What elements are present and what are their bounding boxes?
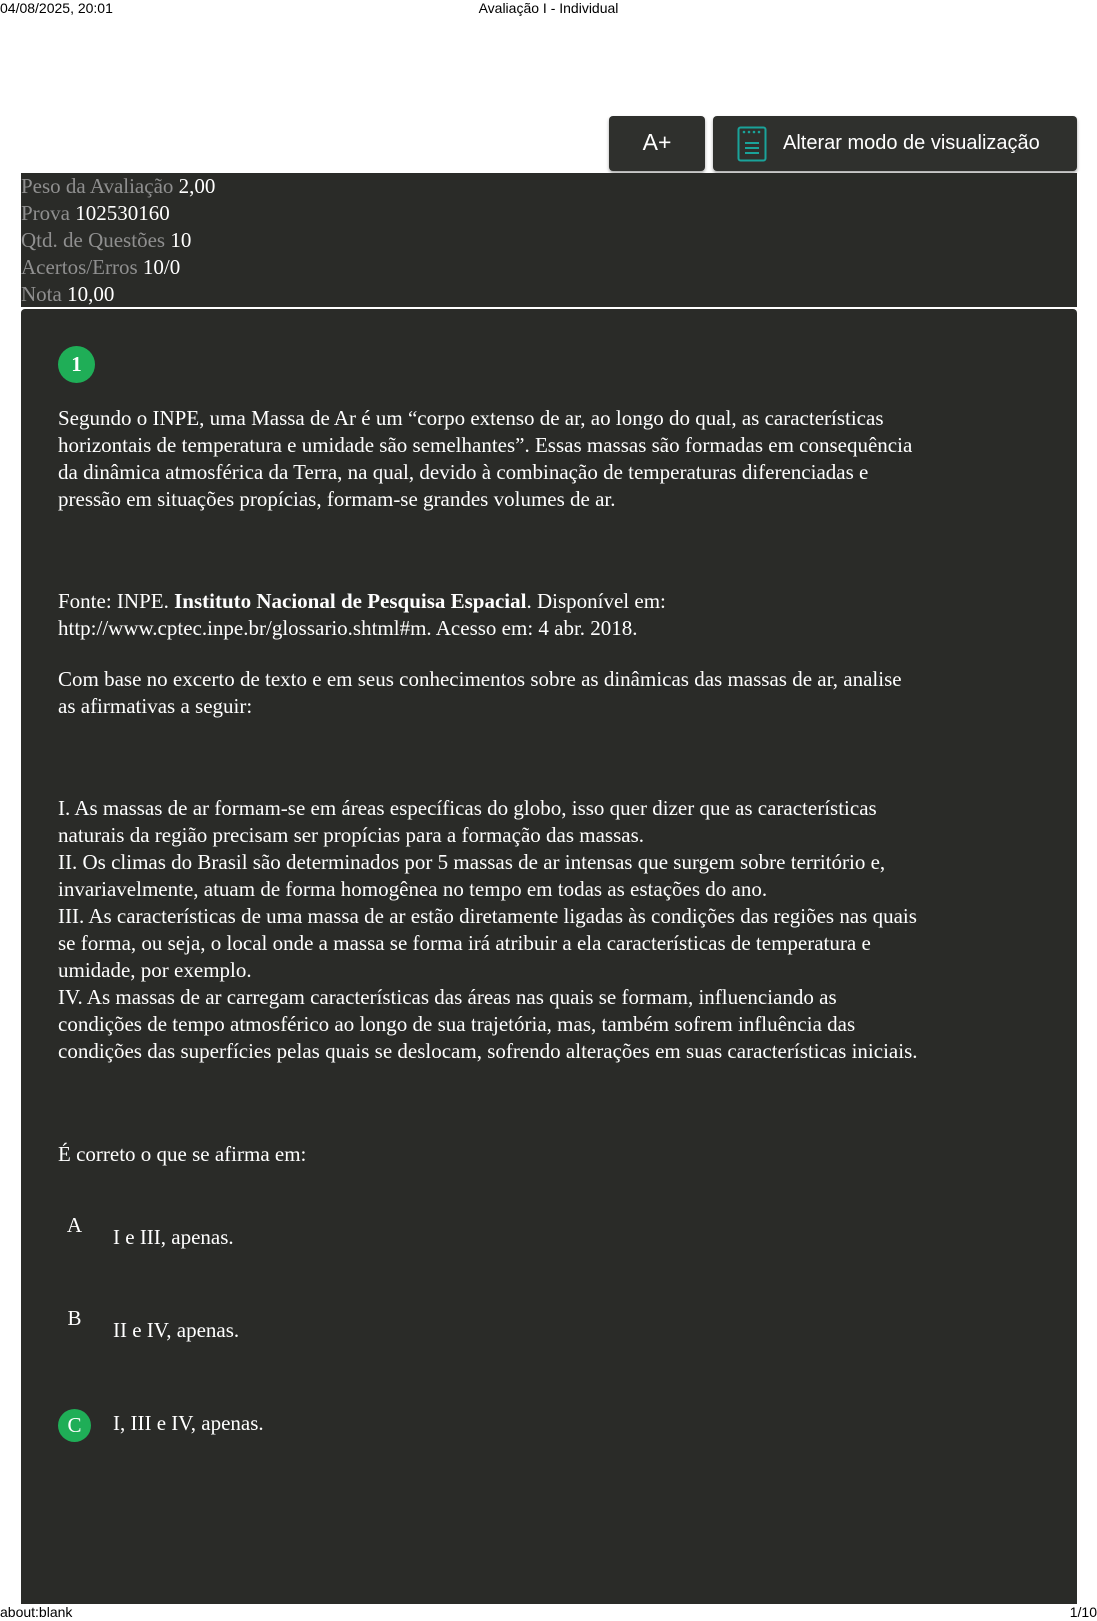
summary-score: [21, 254, 1077, 281]
statement-line: condições de tempo atmosférico ao longo de sua trajetória, mas, também sofrem influência das: [58, 1012, 856, 1036]
source-suffix: . Disponível em:: [526, 589, 666, 613]
weight-label: Peso da Avaliação: [21, 174, 174, 198]
option-letter: A: [66, 1213, 83, 1237]
grade-value: 10,00: [67, 282, 115, 306]
prompt-line: as afirmativas a seguir:: [58, 694, 253, 718]
statement-line: III. As características de uma massa de ar estão diretamente ligadas às condições das regiões nas quais: [58, 904, 917, 928]
print-title: Avaliação I - Individual: [478, 0, 619, 16]
intro-line: Segundo o INPE, uma Massa de Ar é um “corpo extenso de ar, ao longo do qual, as características: [58, 406, 884, 430]
option-text: I, III e IV, apenas.: [113, 1411, 264, 1435]
intro-line: horizontais de temperatura e umidade são semelhantes”. Essas massas são formadas em consequência: [58, 433, 913, 457]
statement-line: umidade, por exemplo.: [58, 958, 252, 982]
exam-label: Prova: [21, 201, 70, 225]
weight-value: 2,00: [178, 174, 216, 198]
statement-line: II. Os climas do Brasil são determinados por 5 massas de ar intensas que surgem sobre território e,: [58, 850, 886, 874]
statement-line: invariavelmente, atuam de forma homogênea no tempo em todas as estações do ano.: [58, 877, 768, 901]
option-letter: B: [67, 1306, 82, 1330]
source-line: [58, 588, 1058, 615]
intro-line: pressão em situações propícias, formam-se grandes volumes de ar.: [58, 487, 616, 511]
print-datetime: 04/08/2025, 20:01: [0, 0, 113, 16]
print-page-number: 1/10: [1069, 1604, 1097, 1620]
question-prompt: É correto o que se afirma em:: [58, 1142, 307, 1166]
print-url: about:blank: [0, 1604, 73, 1620]
score-label: Acertos/Erros: [21, 255, 138, 279]
question-statements: [58, 795, 1058, 1065]
statement-line: condições das superfícies pelas quais se deslocam, sofrendo alterações em suas características iniciais.: [58, 1039, 918, 1063]
print-header: [0, 0, 1097, 16]
question-prompt-intro: [58, 666, 1058, 720]
source-institution: Instituto Nacional de Pesquisa Espacial: [174, 589, 527, 613]
exam-value: 102530160: [75, 201, 170, 225]
score-value: 10/0: [142, 255, 181, 279]
exam-summary: [21, 173, 1077, 307]
question-source: [58, 588, 1058, 642]
source-prefix: Fonte: INPE.: [58, 589, 175, 613]
question-card: [21, 309, 1077, 1604]
grade-label: Nota: [21, 282, 62, 306]
statement-line: I. As massas de ar formam-se em áreas específicas do globo, isso quer dizer que as características: [58, 796, 877, 820]
statement-line: naturais da região precisam ser propícias para a formação das massas.: [58, 823, 645, 847]
question-number-badge: 1: [58, 346, 95, 383]
option-letter-correct: C: [58, 1409, 91, 1442]
option-text: I e III, apenas.: [113, 1225, 234, 1249]
view-mode-label: Alterar modo de visualização: [783, 132, 1040, 154]
source-url-line: http://www.cptec.inpe.br/glossario.shtml#m. Acesso em: 4 abr. 2018.: [58, 616, 638, 640]
option-text: II e IV, apenas.: [113, 1318, 240, 1342]
summary-grade: [21, 281, 1077, 308]
summary-questions: [21, 227, 1077, 254]
document-view-icon: [737, 126, 767, 162]
statement-line: se forma, ou seja, o local onde a massa se forma irá atribuir a ela características de temperatura e: [58, 931, 871, 955]
questions-label: Qtd. de Questões: [21, 228, 166, 252]
view-mode-button[interactable]: [713, 116, 1077, 171]
increase-font-button[interactable]: A+: [609, 116, 705, 171]
summary-exam: [21, 200, 1077, 227]
statement-line: IV. As massas de ar carregam características das áreas nas quais se formam, influenciando as: [58, 985, 837, 1009]
summary-weight: [21, 173, 1077, 200]
question-intro: [58, 405, 1058, 513]
print-footer: [0, 1604, 1097, 1620]
prompt-line: Com base no excerto de texto e em seus conhecimentos sobre as dinâmicas das massas de ar, analise: [58, 667, 902, 691]
intro-line: da dinâmica atmosférica da Terra, na qual, devido à combinação de temperaturas diferenciadas e: [58, 460, 869, 484]
questions-value: 10: [170, 228, 192, 252]
